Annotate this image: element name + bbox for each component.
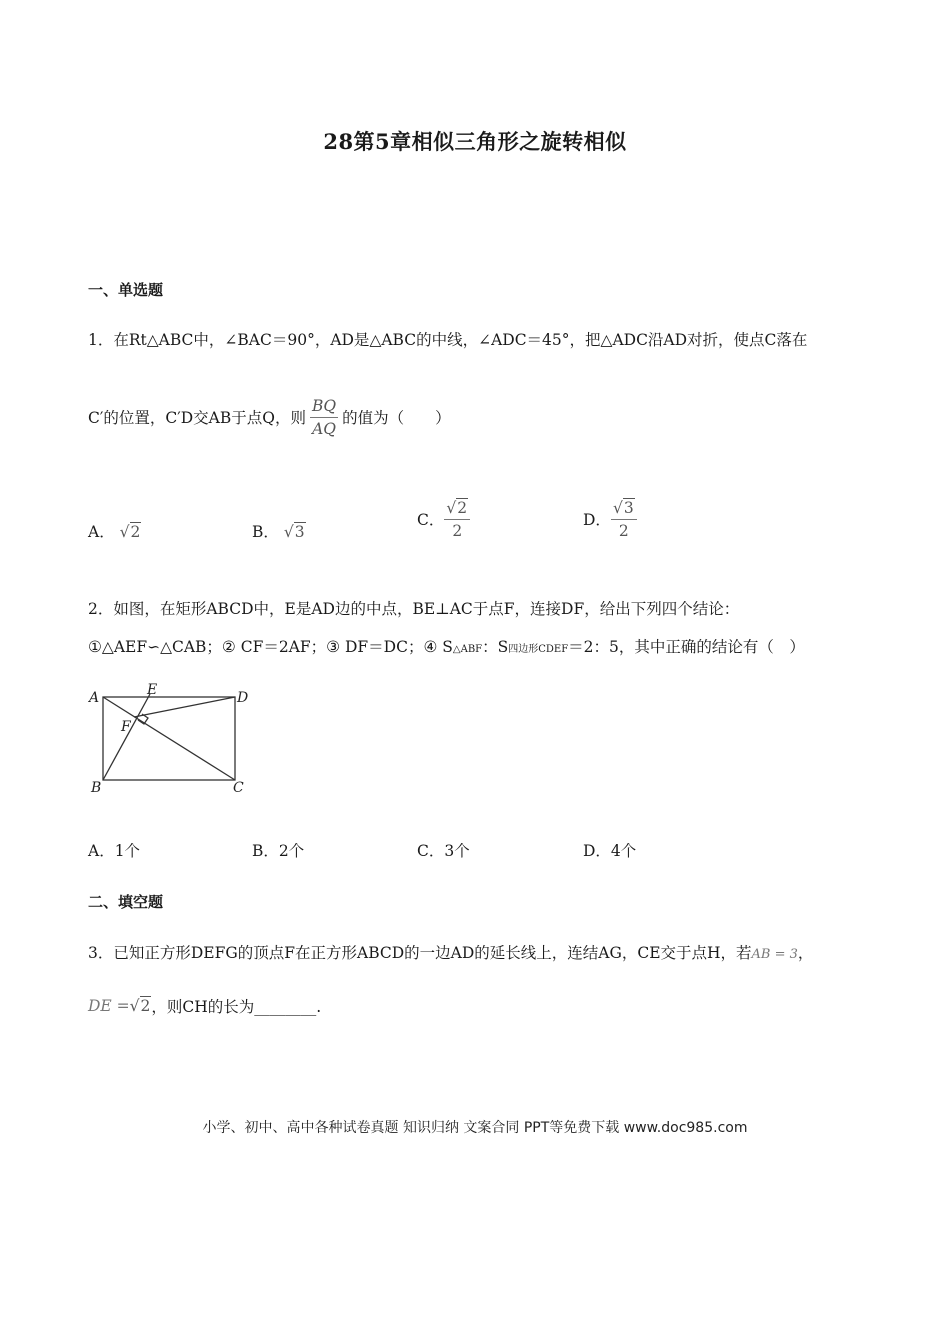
q3-condition-de-sqrt: √2 bbox=[129, 997, 151, 1015]
q3-line2-text: ，则CH的长为________. bbox=[151, 998, 322, 1016]
q1-fraction-bq-aq bbox=[310, 397, 338, 438]
q3-line1-text: 3．已知正方形DEFG的顶点F在正方形ABCD的一边AD的延长线上，连结AG，CE交于点H，若 bbox=[88, 944, 752, 962]
q1-line1: 1．在Rt△ABC中，∠BAC＝90°，AD是△ABC的中线，∠ADC＝45°，把△ADC沿AD对折，使点C落在 bbox=[88, 331, 808, 349]
q1-option-a[interactable] bbox=[88, 520, 141, 542]
q3-line2 bbox=[88, 990, 321, 1022]
q2-line1: 2．如图，在矩形ABCD中，E是AD边的中点，BE⊥AC于点F，连接DF，给出下列四个结论： bbox=[88, 600, 740, 618]
q1-option-b[interactable] bbox=[252, 520, 306, 542]
q2-option-a[interactable]: A．1个 bbox=[88, 842, 141, 860]
q3-condition-de-radicand: 2 bbox=[140, 997, 151, 1015]
q1-option-a-sqrt: √2 bbox=[119, 523, 141, 541]
q1-frac-denominator: AQ bbox=[312, 419, 336, 438]
label-b: B bbox=[91, 780, 102, 795]
q2-option-d[interactable]: D．4个 bbox=[583, 842, 637, 860]
q2-line2-text-c: ＝2：5，其中正确的结论有（ ） bbox=[568, 638, 805, 656]
q2-option-c[interactable]: C．3个 bbox=[417, 842, 470, 860]
q2-line2-text-a: ①△AEF∽△CAB；② CF＝2AF；③ DF＝DC；④ S bbox=[88, 638, 453, 656]
q3-condition-ab: AB = 3 bbox=[751, 947, 798, 962]
q2-option-b[interactable]: B．2个 bbox=[252, 842, 305, 860]
section-heading-fill-in: 二、填空题 bbox=[88, 893, 164, 911]
label-e: E bbox=[147, 682, 158, 698]
q1-option-b-sqrt: √3 bbox=[283, 523, 305, 541]
q3-line1-end: ， bbox=[797, 944, 814, 962]
q1-option-a-radicand: 2 bbox=[130, 523, 141, 541]
label-d: D bbox=[237, 690, 249, 706]
q1-line2-text-b: 的值为（ ） bbox=[342, 409, 451, 427]
q1-option-d-radicand: 3 bbox=[623, 498, 634, 517]
label-f: F bbox=[121, 719, 131, 735]
q1-option-a-label: A． bbox=[88, 523, 115, 541]
segment-be bbox=[103, 694, 150, 780]
q1-frac-numerator: BQ bbox=[310, 397, 338, 418]
q1-option-c-fraction: $\frac{√2}{2}$ bbox=[444, 499, 470, 540]
q1-option-d-label: D． bbox=[583, 511, 611, 529]
section-heading-single-choice: 一、单选题 bbox=[88, 281, 164, 299]
q2-subscript-cdef: 四边形CDEF bbox=[508, 644, 569, 655]
q3-line1 bbox=[88, 941, 813, 963]
q1-option-d-denominator: 2 bbox=[618, 521, 629, 540]
q2-subscript-abf: △ABF bbox=[452, 644, 483, 655]
q1-line2-text-a: C′的位置，C′D交AB于点Q，则 bbox=[88, 409, 306, 427]
q1-option-c[interactable] bbox=[417, 492, 470, 546]
q1-option-d-fraction: $\frac{√3}{2}$ bbox=[611, 499, 637, 540]
segment-df bbox=[134, 697, 235, 717]
q2-line2 bbox=[88, 635, 805, 657]
q1-option-d[interactable] bbox=[583, 492, 637, 546]
rectangle-figure bbox=[86, 680, 256, 795]
page-title: 28第5章相似三角形之旋转相似 bbox=[323, 129, 627, 154]
q1-option-c-radicand: 2 bbox=[457, 498, 468, 517]
q3-condition-de-lhs: DE = bbox=[88, 997, 130, 1015]
q1-option-b-label: B． bbox=[252, 523, 279, 541]
q1-option-c-denominator: 2 bbox=[452, 521, 463, 540]
q1-line2 bbox=[88, 392, 451, 442]
q1-option-b-radicand: 3 bbox=[294, 523, 305, 541]
q2-line2-text-b: ：S bbox=[482, 638, 509, 656]
q1-option-c-label: C． bbox=[417, 511, 445, 529]
footer-text: 小学、初中、高中各种试卷真题 知识归纳 文案合同 PPT等免费下载 www.doc985.com bbox=[202, 1120, 748, 1136]
label-a: A bbox=[89, 690, 100, 706]
label-c: C bbox=[233, 780, 244, 795]
